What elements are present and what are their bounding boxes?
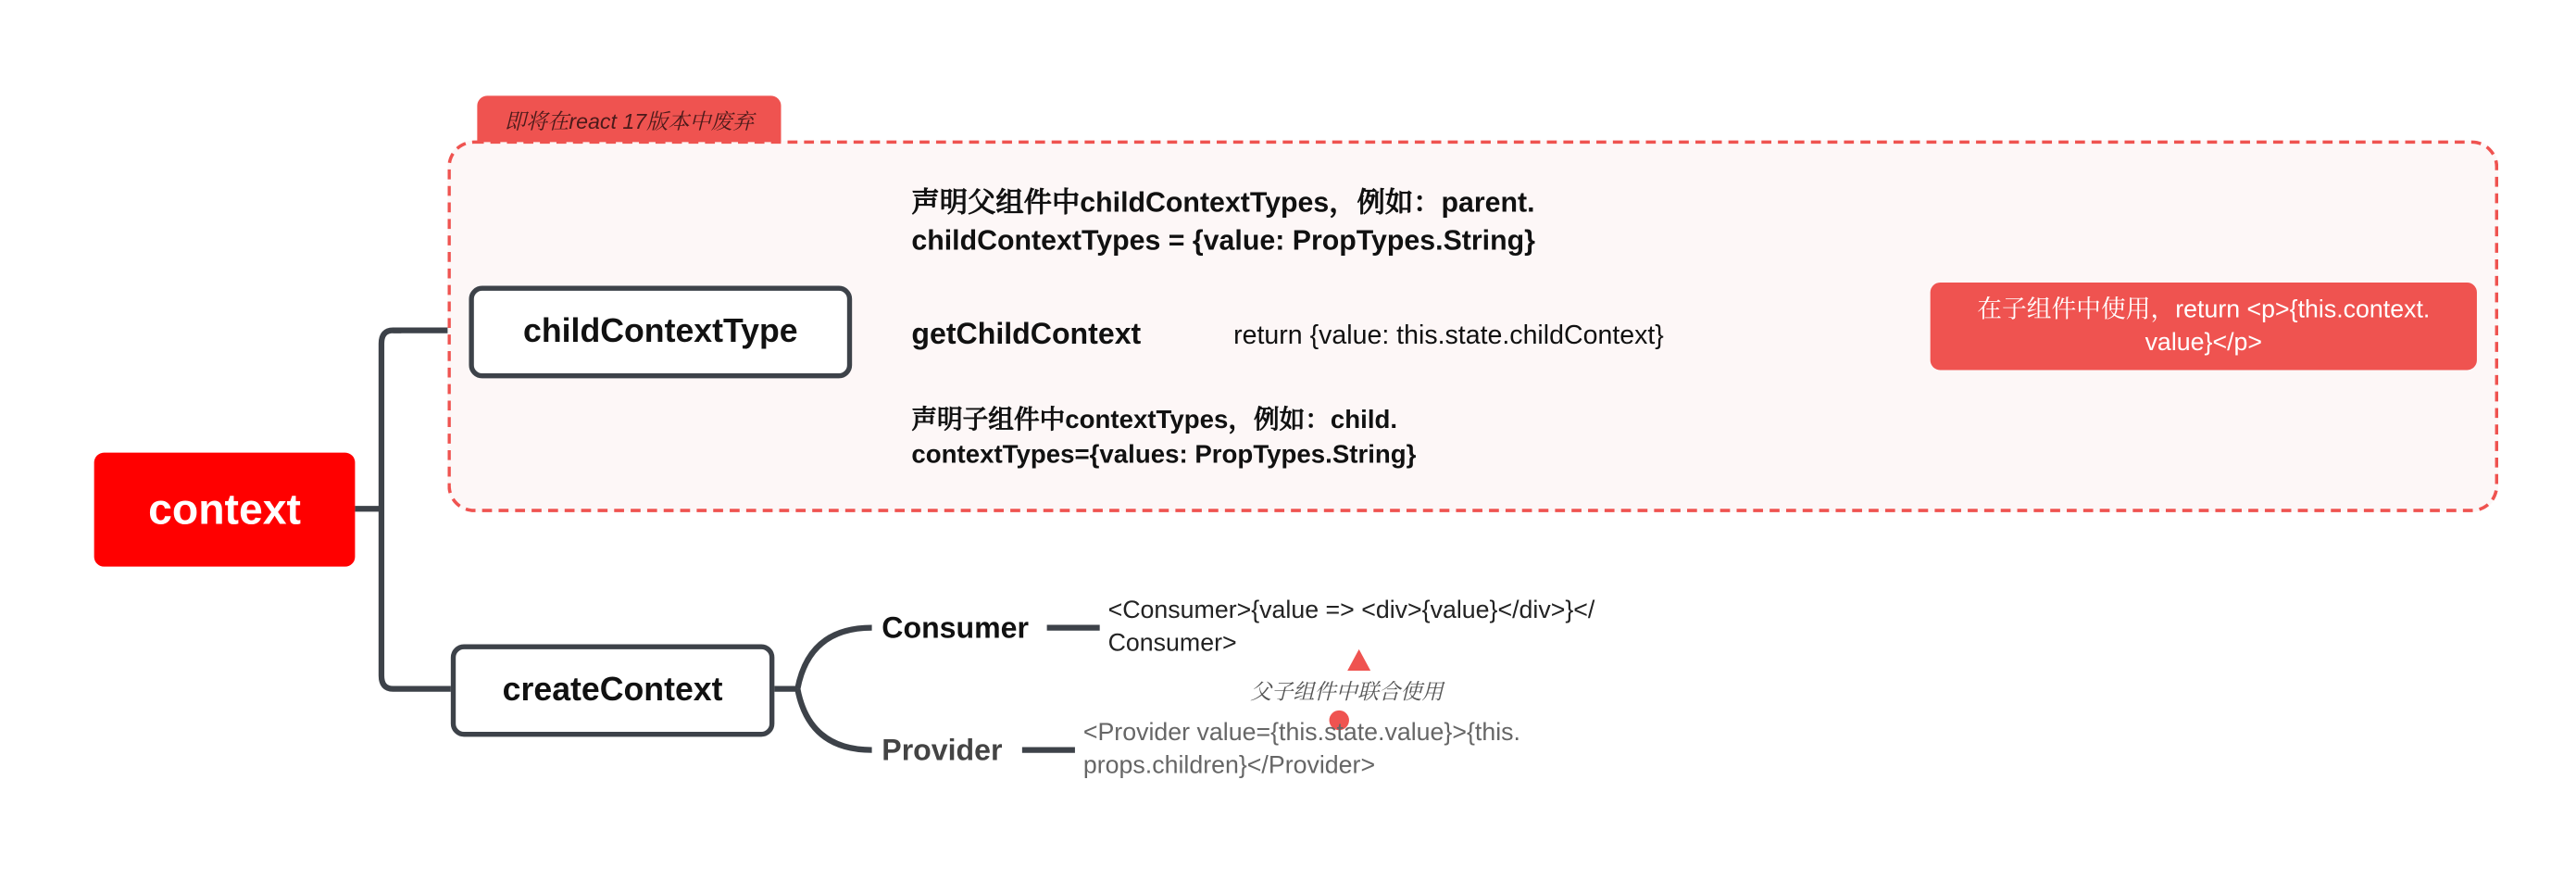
consumer-detail[interactable] — [1108, 595, 1595, 660]
summary-node[interactable] — [1931, 283, 2477, 371]
parent-childcontexttypes-node[interactable] — [911, 183, 1535, 259]
summary-line1: 在子组件中使用，return <p>{this.context. — [1977, 295, 2431, 323]
consumer-detail-line2: Consumer> — [1107, 629, 1237, 658]
relationship-label[interactable]: 父子组件中联合使用 — [1249, 678, 1444, 704]
getchildcontext-detail[interactable]: return {value: this.state.childContext} — [1233, 321, 1664, 351]
provider-detail-line2: props.children}</Provider> — [1082, 751, 1376, 780]
boundary-tag: 即将在react 17版本中废弃 — [477, 95, 781, 142]
provider-detail-line1: <Provider value={this.state.value}>{this. — [1082, 718, 1521, 748]
provider-node[interactable]: Provider — [882, 733, 1003, 767]
child-contexttypes-line2: contextTypes={values: PropTypes.String} — [911, 441, 1417, 470]
consumer-detail-line1: <Consumer>{value => <div>{value}</div>}</ — [1107, 596, 1595, 625]
root-node[interactable]: context — [94, 453, 356, 567]
childcontexttype-node[interactable]: childContextType — [469, 286, 852, 379]
createcontext-node[interactable]: createContext — [451, 644, 775, 736]
parent-childcontexttypes-line2: childContextTypes = {value: PropTypes.String} — [911, 224, 1535, 257]
root-trunk — [381, 331, 451, 689]
createcontext-curves — [797, 628, 871, 750]
child-contexttypes-node[interactable] — [911, 403, 1416, 472]
child-contexttypes-line1: 声明子组件中contextTypes，例如：child. — [911, 406, 1398, 435]
consumer-node[interactable]: Consumer — [882, 610, 1030, 645]
parent-childcontexttypes-line1: 声明父组件中childContextTypes，例如：parent. — [911, 186, 1535, 219]
summary-line2: value}</p> — [2145, 327, 2263, 357]
provider-detail[interactable] — [1083, 717, 1520, 783]
getchildcontext-node[interactable]: getChildContext — [911, 317, 1142, 351]
